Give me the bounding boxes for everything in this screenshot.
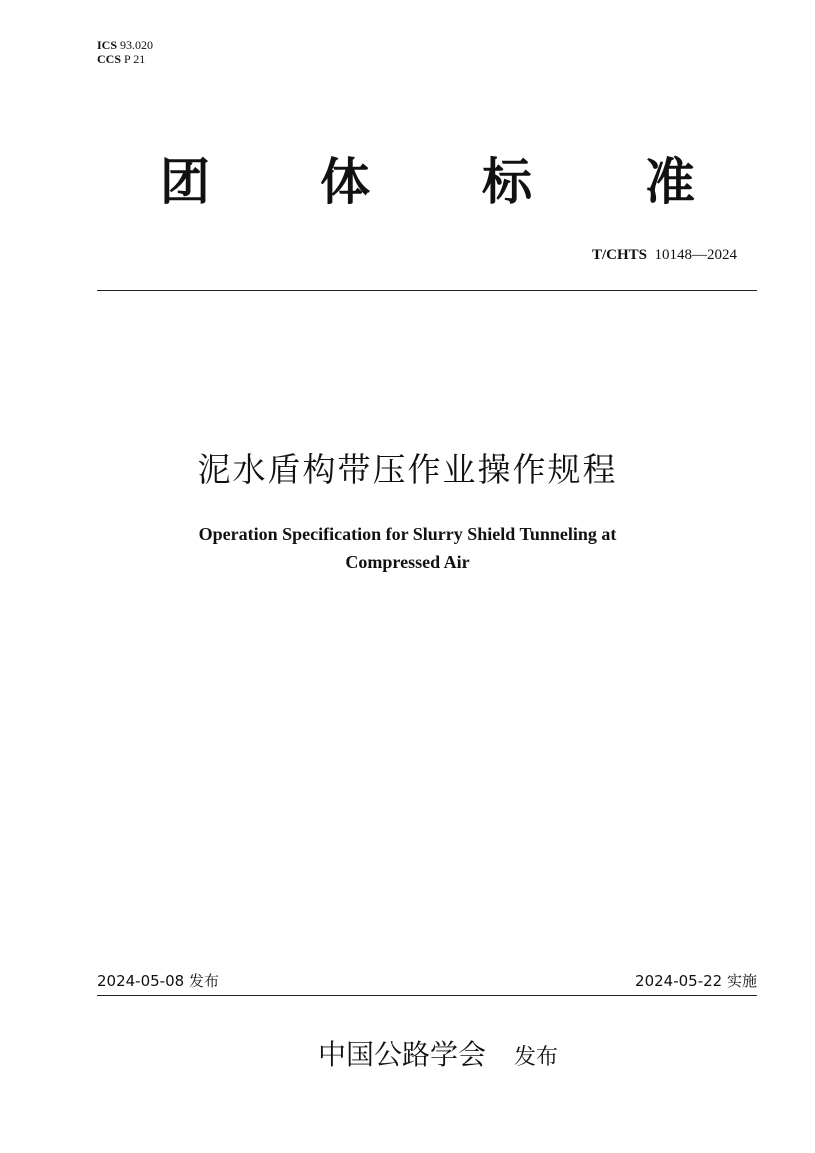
publisher-name: 中国公路学会 <box>318 1038 487 1071</box>
standard-type-banner <box>0 152 815 212</box>
ccs-code: CCS P 21 <box>97 52 146 66</box>
title-english-line-2: Compressed Air <box>345 552 470 572</box>
title-chinese: 泥水盾构带压作业操作规程 <box>197 450 618 489</box>
ics-code: ICS 93.020 <box>97 38 154 52</box>
standard-number: T/CHTS 10148—2024 <box>591 247 737 263</box>
publisher-suffix: 发布 <box>514 1045 559 1070</box>
footer-rule <box>97 995 757 996</box>
title-english <box>0 520 815 576</box>
banner-char-3: 标 <box>482 153 532 211</box>
title-english-line-1: Operation Specification for Slurry Shield Tunneling at <box>198 524 617 544</box>
issue-date: 2024-05-08 发布 <box>97 972 219 990</box>
publisher <box>318 1033 558 1073</box>
implementation-date: 2024-05-22 实施 <box>635 972 757 990</box>
banner-char-2: 体 <box>320 153 370 211</box>
banner-char-4: 准 <box>645 153 695 211</box>
header-rule <box>97 290 757 291</box>
banner-char-1: 团 <box>160 153 210 211</box>
classification-codes <box>97 38 153 66</box>
